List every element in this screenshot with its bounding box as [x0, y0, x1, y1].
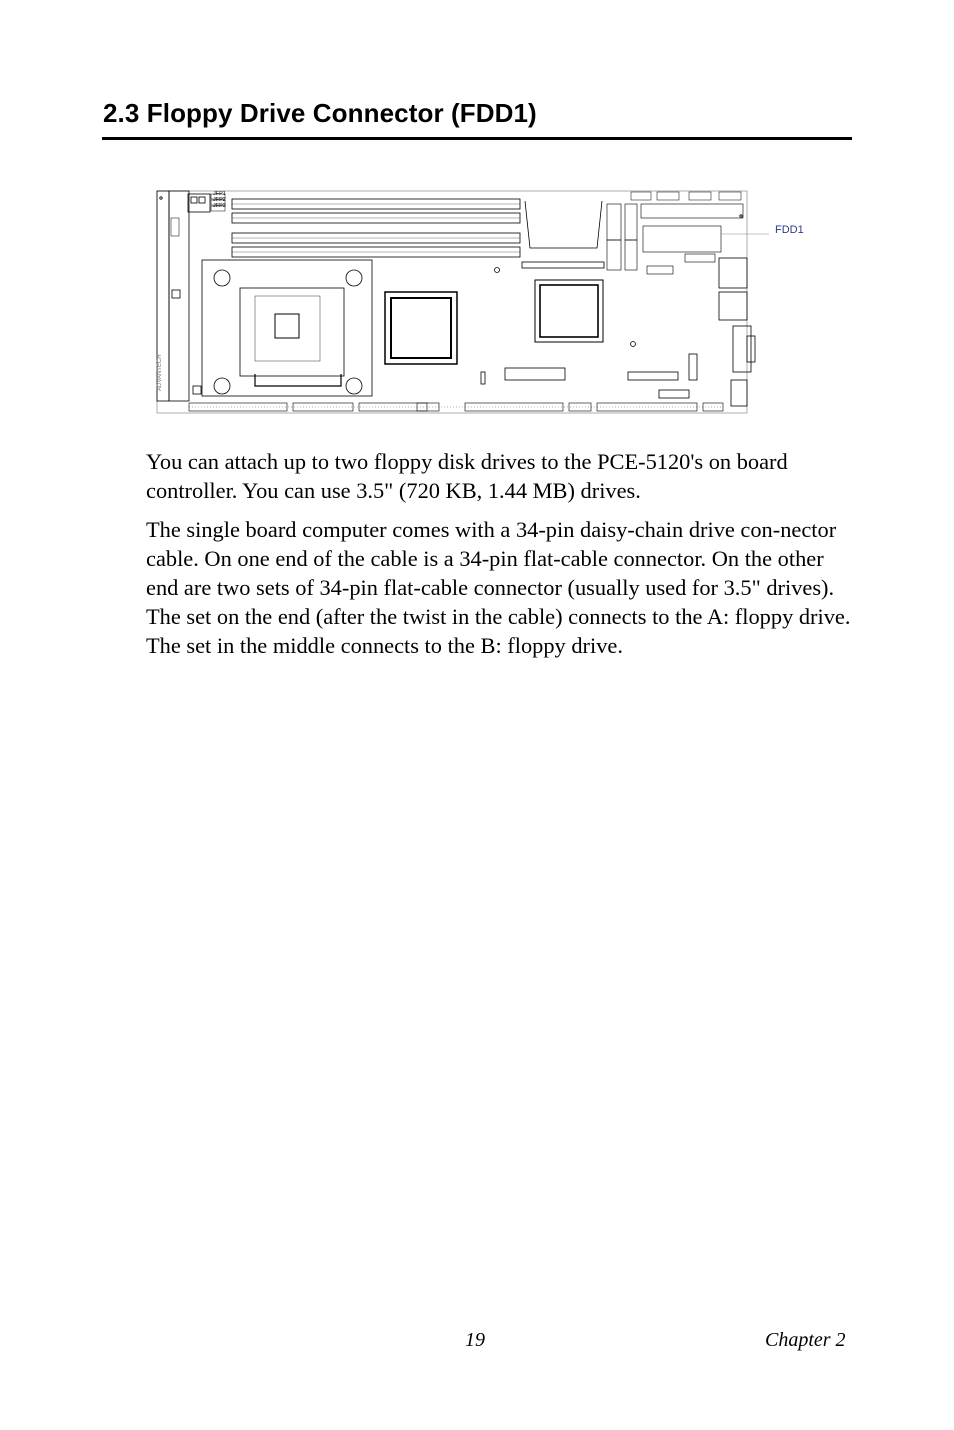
rear-io-com	[733, 326, 751, 372]
jfp1-label: JFP1	[213, 191, 226, 197]
fdd1-callout-label: FDD1	[775, 224, 804, 236]
rear-io-usb	[719, 258, 747, 288]
fdd1-connector	[643, 226, 721, 252]
rear-io-lan	[719, 292, 747, 320]
cpu-socket	[240, 288, 344, 376]
south-bridge-chip	[535, 280, 603, 342]
heading-rule	[102, 137, 852, 140]
paragraph-floppy-cable: The single board computer comes with a 34-pin daisy-chain drive con-nector cable. On one end of the cable is a 34-pin flat-cable connector. On the other end are two sets of 34-pin flat-cable connector (usually used for 3.5" drives). The set on the end (after the twist in the cable) connects to the A: floppy drive. The set in the middle connects to the B: floppy drive.	[146, 517, 851, 658]
board-edge-text: ADVANTECH	[157, 354, 163, 391]
jfp2-label: JFP2	[213, 197, 226, 203]
jfp3-label: JFP3	[213, 203, 226, 209]
section-heading: 2.3 Floppy Drive Connector (FDD1)	[103, 98, 537, 128]
north-bridge-chip	[385, 292, 457, 364]
paragraph-floppy-support: You can attach up to two floppy disk drives to the PCE-5120's on board controller. You can use 3.5" (720 KB, 1.44 MB) drives.	[146, 449, 788, 503]
riser-slot	[525, 201, 602, 248]
board-layout-diagram	[155, 186, 815, 418]
footer-page-number: 19	[465, 1329, 485, 1351]
footer-chapter: Chapter 2	[765, 1329, 846, 1351]
